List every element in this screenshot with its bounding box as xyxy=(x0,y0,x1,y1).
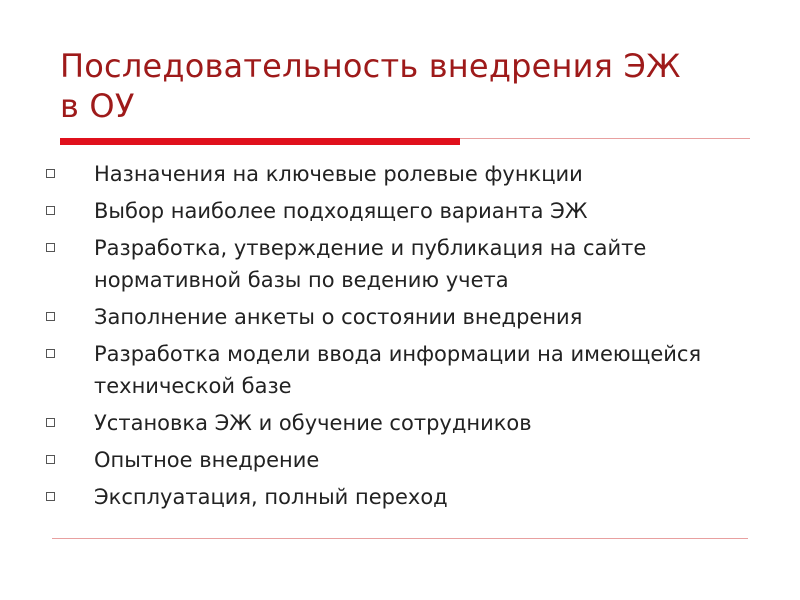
footer-divider-line xyxy=(52,538,748,539)
square-bullet-icon xyxy=(46,418,55,427)
list-item-text: Заполнение анкеты о состоянии внедрения xyxy=(94,305,583,329)
slide-title-line-1: Последовательность внедрения ЭЖ xyxy=(60,47,681,85)
list-item xyxy=(44,232,744,296)
list-item xyxy=(44,195,744,227)
square-bullet-icon xyxy=(46,455,55,464)
title-divider-line xyxy=(460,138,750,139)
title-accent-bar xyxy=(60,138,460,145)
square-bullet-icon xyxy=(46,492,55,501)
list-item xyxy=(44,301,744,333)
slide-title-line-2: в ОУ xyxy=(60,87,135,125)
bullet-list xyxy=(44,158,744,518)
list-item-text: Назначения на ключевые ролевые функции xyxy=(94,162,583,186)
square-bullet-icon xyxy=(46,169,55,178)
list-item-text: Установка ЭЖ и обучение сотрудников xyxy=(94,411,532,435)
list-item-text: Разработка, утверждение и публикация на сайте нормативной базы по ведению учета xyxy=(94,236,647,292)
square-bullet-icon xyxy=(46,312,55,321)
square-bullet-icon xyxy=(46,206,55,215)
list-item xyxy=(44,338,744,402)
square-bullet-icon xyxy=(46,243,55,252)
list-item xyxy=(44,407,744,439)
list-item-text: Выбор наиболее подходящего варианта ЭЖ xyxy=(94,199,588,223)
list-item xyxy=(44,481,744,513)
list-item-text: Эксплуатация, полный переход xyxy=(94,485,448,509)
list-item-text: Разработка модели ввода информации на имеющейся технической базе xyxy=(94,342,702,398)
slide-title xyxy=(60,46,760,126)
list-item xyxy=(44,158,744,190)
list-item-text: Опытное внедрение xyxy=(94,448,320,472)
list-item xyxy=(44,444,744,476)
square-bullet-icon xyxy=(46,349,55,358)
